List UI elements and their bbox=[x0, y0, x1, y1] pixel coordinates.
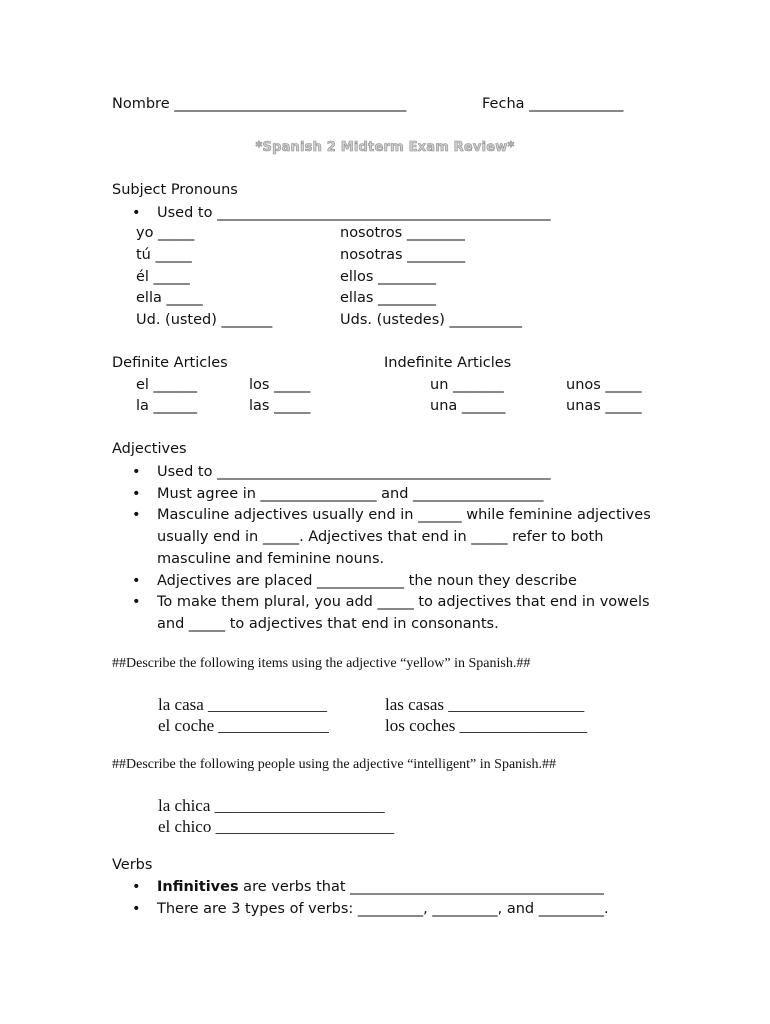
pronoun-tu: tú _____ bbox=[136, 247, 192, 263]
yellow-el-coche: el coche _____________ bbox=[158, 716, 329, 735]
indefinite-articles-heading: Indefinite Articles bbox=[384, 355, 512, 371]
article-un: un _______ bbox=[430, 377, 504, 393]
pronoun-ellos: ellos ________ bbox=[340, 269, 437, 285]
intelligent-la-chica: la chica ____________________ bbox=[158, 796, 385, 815]
list-item: • Used to ______________________________________________ bbox=[112, 462, 652, 484]
pronoun-el: él _____ bbox=[136, 269, 190, 285]
adjectives-list bbox=[112, 462, 652, 636]
infinitives-term: Infinitives bbox=[157, 879, 239, 895]
list-item: • To make them plural, you add _____ to adjectives that end in vowels and _____ to adjectives that end in consonants. bbox=[112, 592, 652, 635]
pronoun-usted: Ud. (usted) _______ bbox=[136, 312, 273, 328]
article-las: las _____ bbox=[249, 398, 311, 414]
verbs-list bbox=[112, 877, 672, 920]
definite-articles-heading: Definite Articles bbox=[112, 355, 228, 371]
subject-pronouns-heading: Subject Pronouns bbox=[112, 182, 238, 198]
yellow-la-casa: la casa ______________ bbox=[158, 695, 328, 714]
pronoun-ustedes: Uds. (ustedes) __________ bbox=[340, 312, 523, 328]
verbs-heading: Verbs bbox=[112, 857, 153, 873]
subject-pronouns-list bbox=[112, 203, 672, 225]
intelligent-instruction: ##Describe the following people using the adjective “intelligent” in Spanish.## bbox=[112, 757, 557, 772]
yellow-instruction: ##Describe the following items using the adjective “yellow” in Spanish.## bbox=[112, 656, 531, 671]
list-item: • Adjectives are placed ____________ the noun they describe bbox=[112, 571, 652, 593]
article-el: el ______ bbox=[136, 377, 198, 393]
intelligent-el-chico: el chico _____________________ bbox=[158, 817, 395, 836]
page-title: *Spanish 2 Midterm Exam Review* bbox=[255, 140, 515, 155]
list-item: • Used to ______________________________________________ bbox=[112, 203, 672, 225]
pronoun-nosotras: nosotras ________ bbox=[340, 247, 466, 263]
list-item: • Masculine adjectives usually end in ______ while feminine adjectives usually end in _____. Adjectives that end in _____ refer to both masculine and feminine nouns. bbox=[112, 505, 652, 570]
article-una: una ______ bbox=[430, 398, 506, 414]
adjectives-heading: Adjectives bbox=[112, 441, 187, 457]
infinitives-definition: are verbs that ___________________________________ bbox=[238, 879, 604, 895]
pronoun-ellas: ellas ________ bbox=[340, 290, 437, 306]
yellow-los-coches: los coches _______________ bbox=[385, 716, 588, 735]
article-unas: unas _____ bbox=[566, 398, 642, 414]
pronoun-yo: yo _____ bbox=[136, 225, 195, 241]
nombre-field: Nombre ________________________________ bbox=[112, 96, 407, 112]
fecha-field: Fecha _____________ bbox=[482, 96, 624, 112]
article-la: la ______ bbox=[136, 398, 198, 414]
list-item bbox=[112, 877, 672, 899]
article-los: los _____ bbox=[249, 377, 311, 393]
yellow-las-casas: las casas ________________ bbox=[385, 695, 585, 714]
list-item: • Must agree in ________________ and __________________ bbox=[112, 484, 652, 506]
pronoun-ella: ella _____ bbox=[136, 290, 203, 306]
list-item: • There are 3 types of verbs: _________, _________, and _________. bbox=[112, 899, 672, 921]
pronoun-nosotros: nosotros ________ bbox=[340, 225, 465, 241]
article-unos: unos _____ bbox=[566, 377, 642, 393]
